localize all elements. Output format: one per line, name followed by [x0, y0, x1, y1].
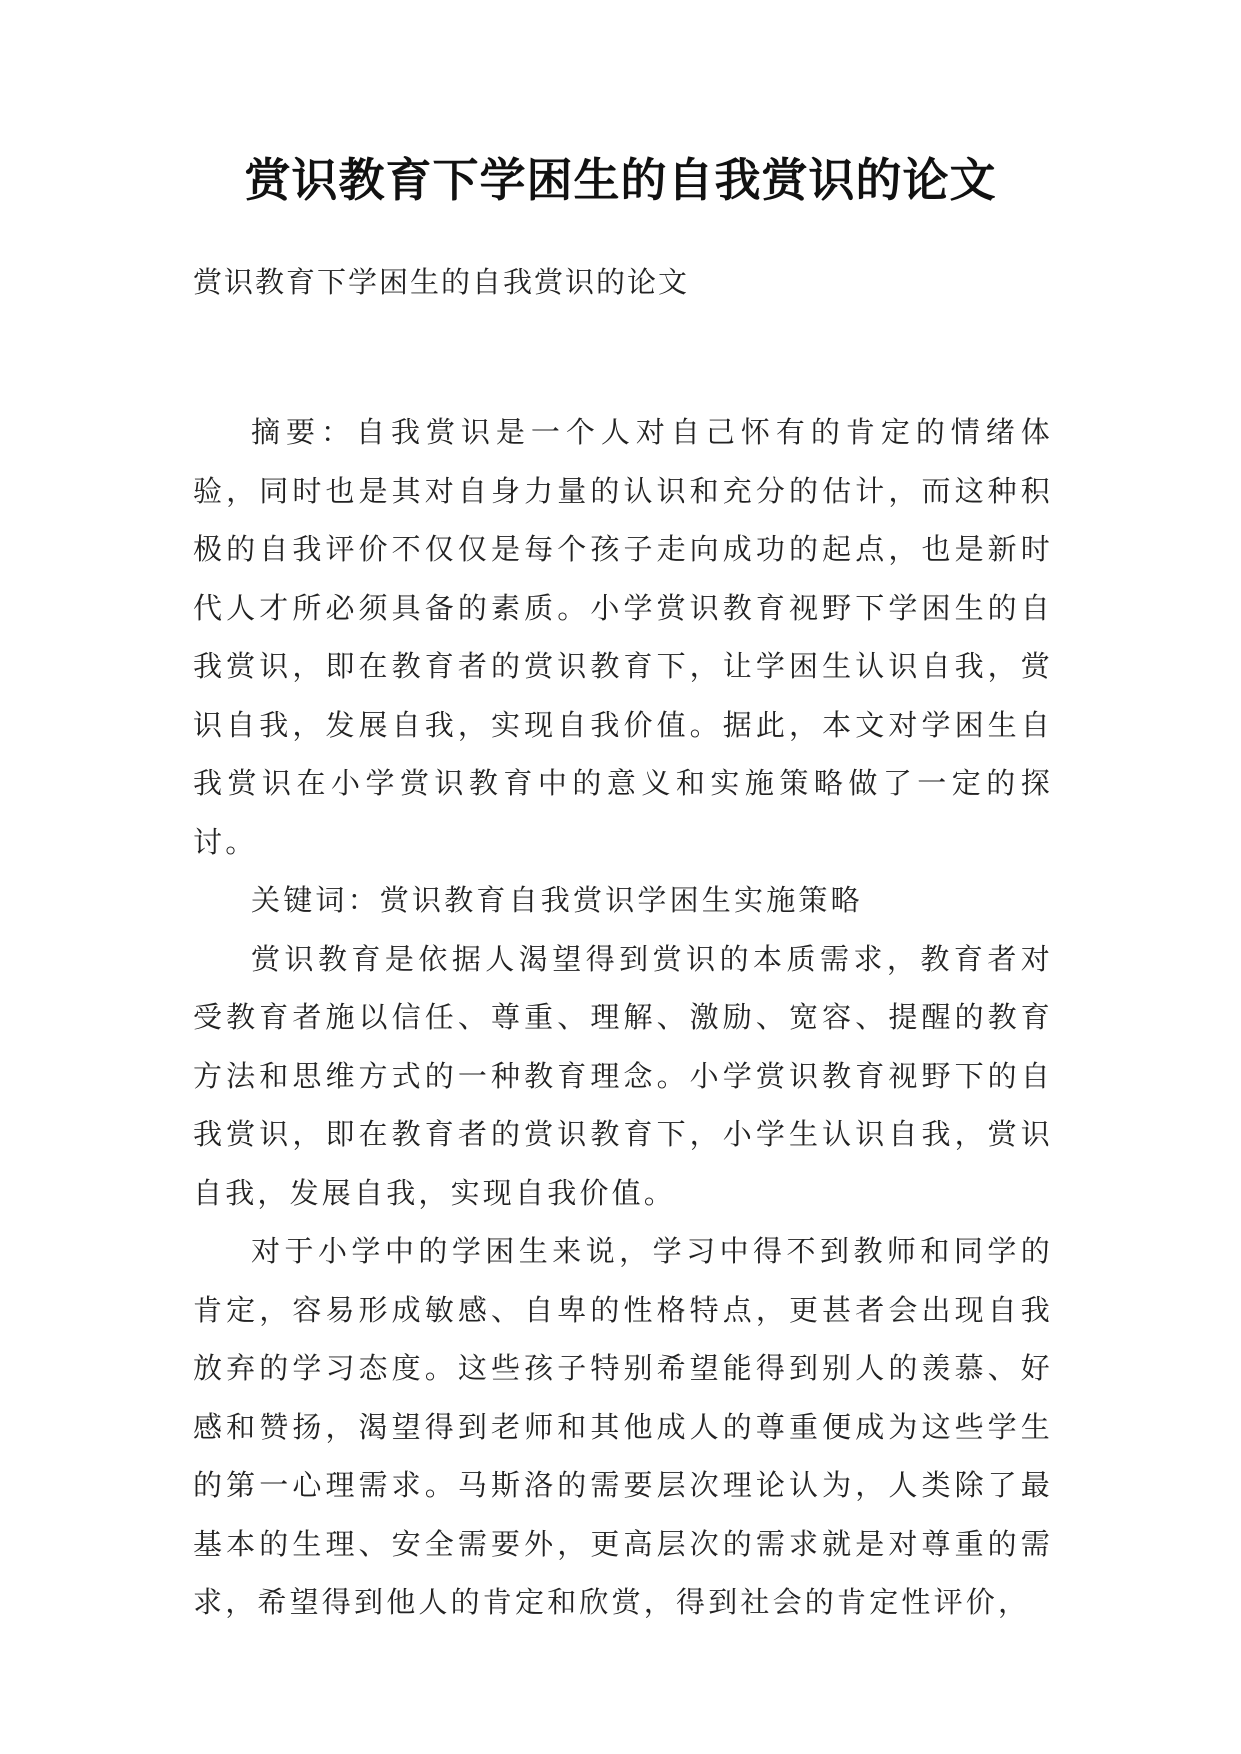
keywords-paragraph: 关键词：赏识教育自我赏识学困生实施策略 — [251, 883, 863, 917]
body-paragraph: 赏识教育是依据人渴望得到赏识的本质需求，教育者对受教育者施以信任、尊重、理解、激励、宽容、提醒的教育方法和思维方式的一种教育理念。小学赏识教育视野下的自我赏识，即在教育者的赏识教育下，小学生认识自我，赏识自我，发展自我，实现自我价值。 — [193, 941, 1053, 1210]
document-body — [193, 403, 1053, 1632]
document-title: 赏识教育下学困生的自我赏识的论文 — [244, 153, 997, 207]
body-paragraph: 对于小学中的学困生来说，学习中得不到教师和同学的肯定，容易形成敏感、自卑的性格特点，更甚者会出现自我放弃的学习态度。这些孩子特别希望能得到别人的羡慕、好感和赞扬，渴望得到老师和其他成人的尊重便成为这些学生的第一心理需求。马斯洛的需要层次理论认为，人类除了最基本的生理、安全需要外，更高层次的需求就是对尊重的需求，希望得到他人的肯定和欣赏，得到社会的肯定性评价， — [193, 1234, 1053, 1619]
document-subtitle: 赏识教育下学困生的自我赏识的论文 — [193, 265, 690, 299]
abstract-paragraph: 摘要：自我赏识是一个人对自己怀有的肯定的情绪体验，同时也是其对自身力量的认识和充分的估计，而这种积极的自我评价不仅仅是每个孩子走向成功的起点，也是新时代人才所必须具备的素质。小学赏识教育视野下学困生的自我赏识，即在教育者的赏识教育下，让学困生认识自我，赏识自我，发展自我，实现自我价值。据此，本文对学困生自我赏识在小学赏识教育中的意义和实施策略做了一定的探讨。 — [193, 415, 1053, 859]
